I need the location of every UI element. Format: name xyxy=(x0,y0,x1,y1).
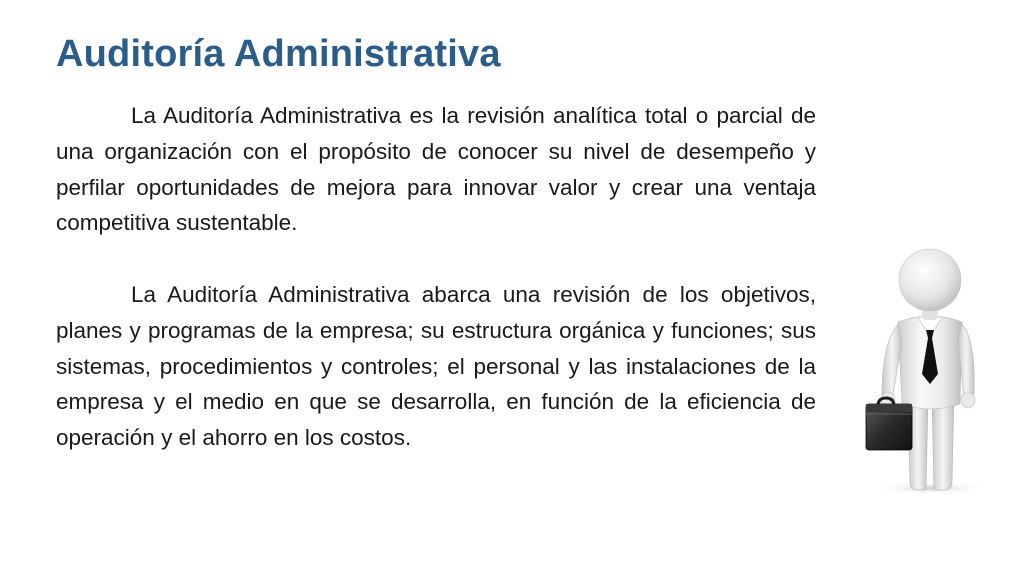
paragraph-definition: La Auditoría Administrativa es la revisión analítica total o parcial de una organización con el propósito de conocer su nivel de desempeño y perfilar oportunidades de mejora para innovar valor y crear una ventaja competitiva sustentable. xyxy=(56,103,816,236)
paragraph-scope: La Auditoría Administrativa abarca una revisión de los objetivos, planes y programas de la empresa; su estructura orgánica y funciones; sus sistemas, procedimientos y controles; el personal y las instalaciones de la empresa y el medio en que se desarrolla, en función de la eficiencia de operación y el ahorro en los costos. xyxy=(56,281,816,451)
slide-body xyxy=(56,98,816,456)
businessman-with-briefcase-icon xyxy=(852,244,998,496)
slide-title: Auditoría Administrativa xyxy=(56,33,501,75)
